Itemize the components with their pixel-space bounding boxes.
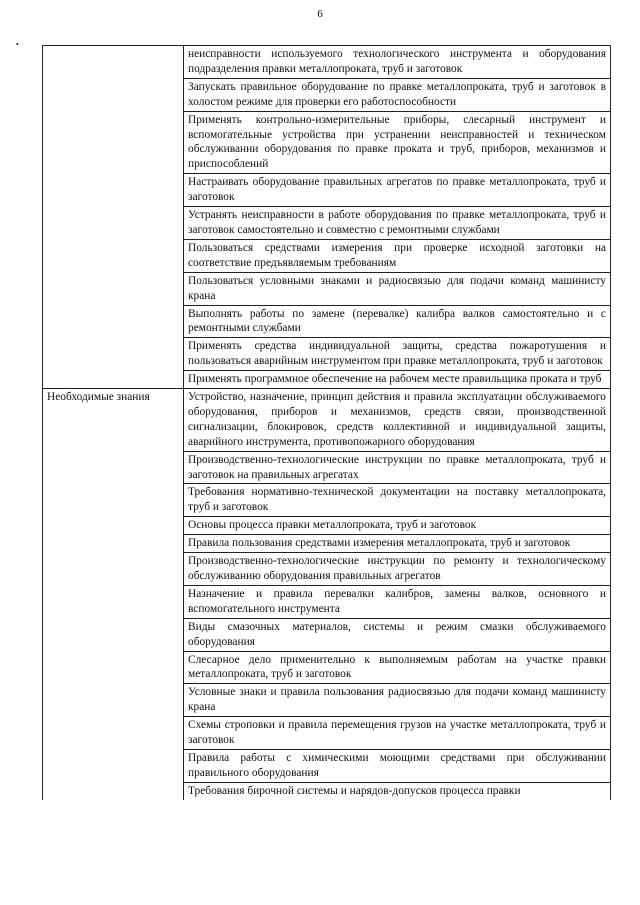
skill-item: Применять контрольно-измерительные приборы, слесарный инструмент и вспомогательные устройства при устранении неисправностей и техническом обслуживании оборудования по правке проката и труб, приборов, механизмов и приспособлений [184, 111, 611, 174]
table-row [43, 46, 611, 79]
skill-item: неисправности используемого технологического инструмента и оборудования подразделения правки металлопроката, труб и заготовок [184, 46, 611, 79]
skill-item: Применять программное обеспечение на рабочем месте правильщика проката и труб [184, 371, 611, 389]
skills-label-cell [43, 46, 184, 389]
knowledge-item: Виды смазочных материалов, системы и режим смазки обслуживаемого оборудования [184, 618, 611, 651]
skill-item: Применять средства индивидуальной защиты, средства пожаротушения и пользоваться аварийным инструментом при правке металлопроката, труб и заготовок [184, 338, 611, 371]
knowledge-item: Основы процесса правки металлопроката, труб и заготовок [184, 517, 611, 535]
knowledge-item: Правила пользования средствами измерения металлопроката, труб и заготовок [184, 535, 611, 553]
margin-mark: • [16, 40, 19, 49]
knowledge-item: Схемы строповки и правила перемещения грузов на участке металлопроката, труб и заготовок [184, 717, 611, 750]
skill-item: Пользоваться условными знаками и радиосвязью для подачи команд машинисту крана [184, 272, 611, 305]
knowledge-label-cell: Необходимые знания [43, 389, 184, 800]
knowledge-item: Требования нормативно-технической документации на поставку металлопроката, труб и заготовок [184, 484, 611, 517]
knowledge-item: Устройство, назначение, принцип действия и правила эксплуатации обслуживаемого оборудования, приборов и механизмов, средств связи, производственной сигнализации, блокировок, средств коллективной и индивидуальной защиты, аварийного инструмента, противопожарного оборудования [184, 389, 611, 452]
knowledge-item: Требования бирочной системы и нарядов-допусков процесса правки [184, 782, 611, 799]
knowledge-item: Правила работы с химическими моющими средствами при обслуживании правильного оборудования [184, 749, 611, 782]
knowledge-item: Назначение и правила перевалки калибров, замены валков, основного и вспомогательного инструмента [184, 585, 611, 618]
skill-item: Выполнять работы по замене (перевалке) калибра валков самостоятельно и с ремонтными службами [184, 305, 611, 338]
table-row [43, 389, 611, 452]
skill-item: Запускать правильное оборудование по правке металлопроката, труб и заготовок в холостом режиме для проверки его работоспособности [184, 78, 611, 111]
competency-table [42, 45, 611, 800]
skill-item: Устранять неисправности в работе оборудования по правке металлопроката, труб и заготовок самостоятельно и совместно с ремонтными службами [184, 207, 611, 240]
skill-item: Пользоваться средствами измерения при проверке исходной заготовки на соответствие предъявляемым требованиям [184, 239, 611, 272]
page-number: 6 [317, 8, 323, 20]
knowledge-item: Производственно-технологические инструкции по правке металлопроката, труб и заготовок на правильных агрегатах [184, 451, 611, 484]
skill-item: Настраивать оборудование правильных агрегатов по правке металлопроката, труб и заготовок [184, 174, 611, 207]
knowledge-item: Слесарное дело применительно к выполняемым работам на участке правки металлопроката, труб и заготовок [184, 651, 611, 684]
knowledge-item: Условные знаки и правила пользования радиосвязью для подачи команд машинисту крана [184, 684, 611, 717]
knowledge-item: Производственно-технологические инструкции по ремонту и технологическому обслуживанию оборудования правильных агрегатов [184, 553, 611, 586]
